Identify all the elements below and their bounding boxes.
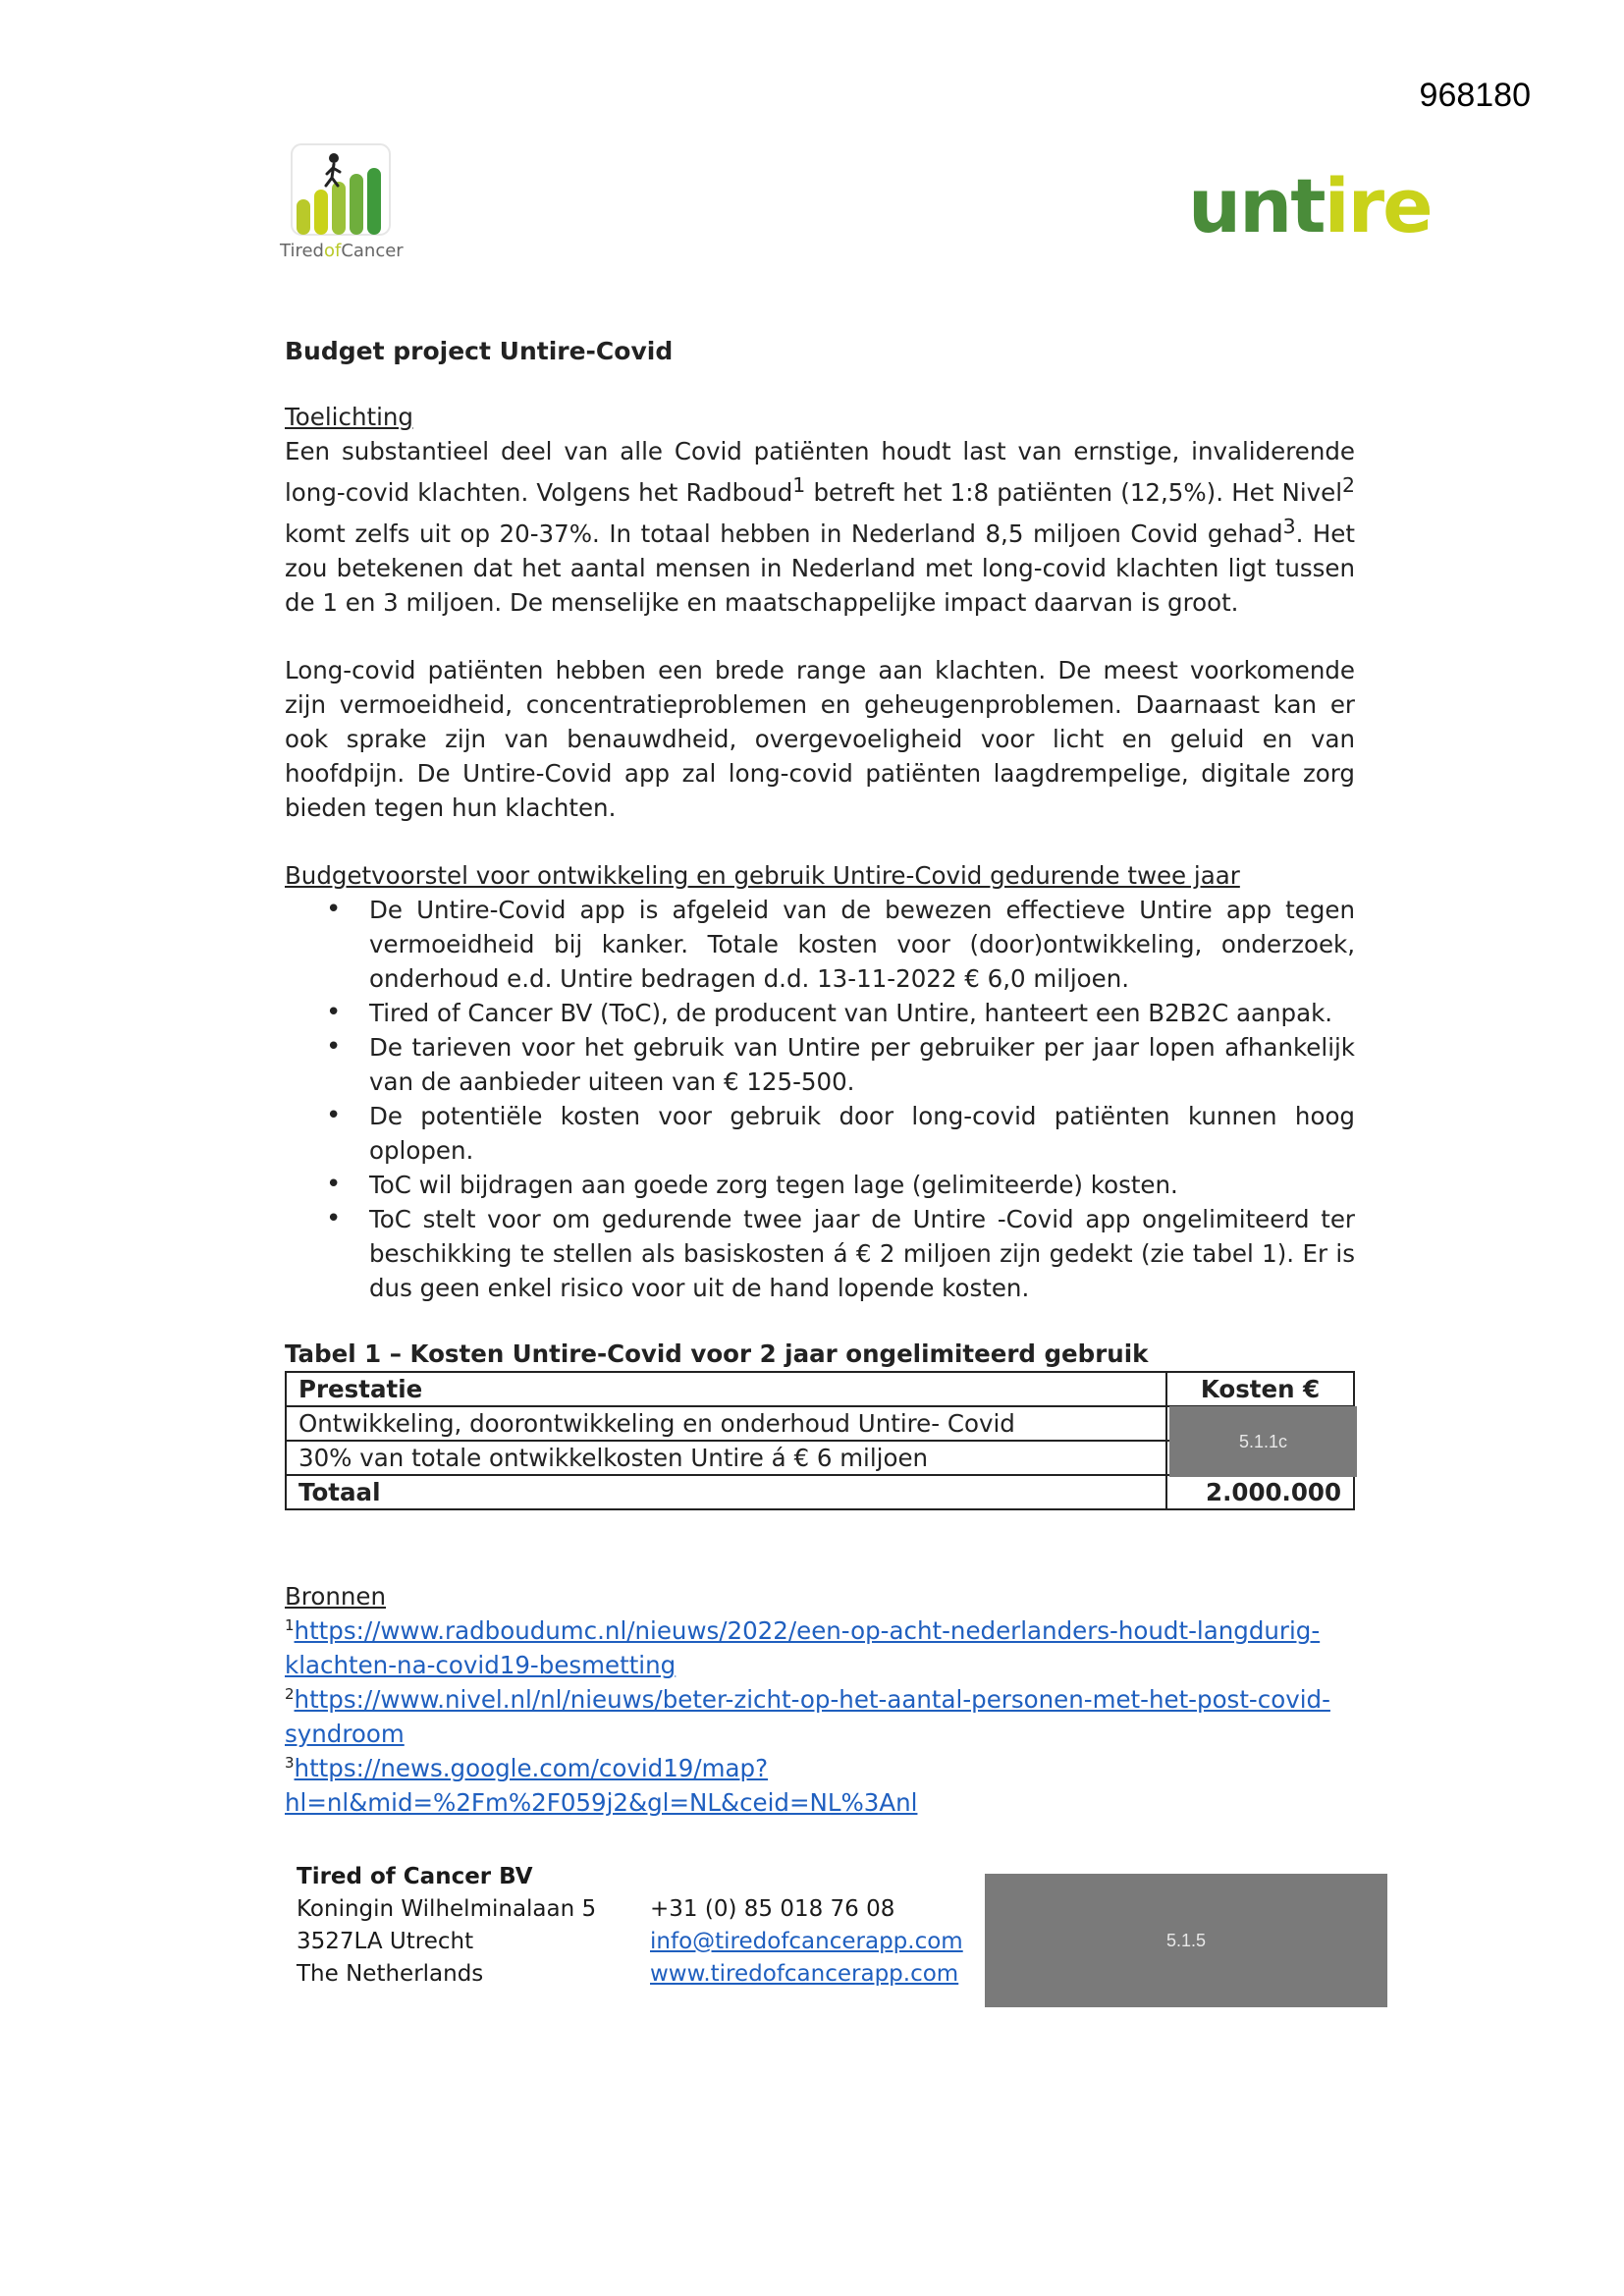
table-header-cell: Prestatie bbox=[286, 1372, 1166, 1406]
source-link[interactable]: https://www.radboudumc.nl/nieuws/2022/een-op-acht-nederlanders-houdt-langdurig-klachten-na-covid19-besmetting bbox=[285, 1616, 1321, 1680]
redaction-box: 5.1.1c bbox=[1169, 1406, 1357, 1477]
tired-of-cancer-logo-text: TiredofCancer bbox=[280, 241, 404, 261]
footer-address-line: The Netherlands bbox=[297, 1961, 484, 1987]
list-item: • De potentiële kosten voor gebruik door long-covid patiënten kunnen hoog oplopen. bbox=[369, 1099, 1355, 1168]
list-item: • ToC stelt voor om gedurende twee jaar de Untire -Covid app ongelimiteerd ter beschikking te stellen als basiskosten á € 2 miljoen zijn gedekt (zie tabel 1). Er is dus geen enkel risico voor uit de hand lopende kosten. bbox=[369, 1202, 1355, 1305]
untire-logo: untire bbox=[1188, 162, 1432, 249]
footer-address-line: 3527LA Utrecht bbox=[297, 1929, 474, 1954]
list-item: • Tired of Cancer BV (ToC), de producent van Untire, hanteert een B2B2C aanpak. bbox=[369, 996, 1355, 1030]
source-item: $^2$https://www.nivel.nl/nl/nieuws/beter-zicht-op-het-aantal-personen-met-het-post-covid-syndroom bbox=[285, 1685, 1330, 1749]
table-cell: Totaal bbox=[286, 1475, 1166, 1509]
tired-of-cancer-logo bbox=[277, 142, 414, 270]
footer-address bbox=[297, 1861, 596, 1991]
document-body bbox=[285, 334, 1355, 1820]
list-item: • De Untire-Covid app is afgeleid van de bewezen effectieve Untire app tegen vermoeidheid bij kanker. Totale kosten voor (door)ontwikkeling, onderzoek, onderhoud e.d. Untire bedragen d.d. 13-11-2022 € 6,0 miljoen. bbox=[369, 893, 1355, 996]
footer-company: Tired of Cancer BV bbox=[297, 1864, 533, 1889]
list-item: • De tarieven voor het gebruik van Untire per gebruiker per jaar lopen afhankelijk van de aanbieder uiteen van € 125-500. bbox=[369, 1030, 1355, 1099]
logo-bars-icon bbox=[277, 142, 414, 241]
section-heading-budget: Budgetvoorstel voor ontwikkeling en gebruik Untire-Covid gedurende twee jaar bbox=[285, 861, 1240, 891]
footer-redaction-box: 5.1.5 bbox=[985, 1874, 1387, 2007]
footer-address-line: Koningin Wilhelminalaan 5 bbox=[297, 1896, 597, 1922]
paragraph-intro: Een substantieel deel van alle Covid patiënten houdt last van ernstige, invaliderende long-covid klachten. Volgens het Radboud$^1$ betreft het 1:8 patiënten (12,5%). Het Nivel$^2$ komt zelfs uit op 20-37%. In totaal hebben in Nederland 8,5 miljoen Covid gehad$^3$. Het zou betekenen dat het aantal mensen in Nederland met long-covid klachten ligt tussen de 1 en 3 miljoen. De menselijke en maatschappelijke impact daarvan is groot. bbox=[285, 437, 1355, 618]
table-total-row bbox=[286, 1475, 1354, 1509]
cost-table-wrapper bbox=[285, 1371, 1355, 1510]
footer-website-link[interactable]: www.tiredofcancerapp.com bbox=[650, 1961, 959, 1987]
footer-contact bbox=[650, 1893, 963, 1991]
source-link[interactable]: https://news.google.com/covid19/map?hl=nl&mid=%2Fm%2F059j2&gl=NL&ceid=NL%3Anl bbox=[285, 1754, 918, 1818]
sources-section bbox=[285, 1579, 1355, 1820]
budget-bullet-list bbox=[285, 893, 1355, 1305]
section-heading-toelichting: Toelichting bbox=[285, 403, 413, 431]
table-cell: 30% van totale ontwikkelkosten Untire á € 6 miljoen bbox=[286, 1441, 1166, 1475]
document-id: 968180 bbox=[1419, 77, 1531, 114]
table-header-cell: Kosten € bbox=[1166, 1372, 1354, 1406]
table-header-row bbox=[286, 1372, 1354, 1406]
table-title: Tabel 1 – Kosten Untire-Covid voor 2 jaar ongelimiteerd gebruik bbox=[285, 1339, 1149, 1369]
source-item: $^1$https://www.radboudumc.nl/nieuws/2022/een-op-acht-nederlanders-houdt-langdurig-klachten-na-covid19-besmetting bbox=[285, 1616, 1321, 1680]
table-cell: Ontwikkeling, doorontwikkeling en onderhoud Untire- Covid bbox=[286, 1406, 1166, 1441]
paragraph-complaints: Long-covid patiënten hebben een brede range aan klachten. De meest voorkomende zijn vermoeidheid, concentratieproblemen en geheugenproblemen. Daarnaast kan er ook sprake zijn van benauwdheid, overgevoeligheid voor licht en geluid en van hoofdpijn. De Untire-Covid app zal long-covid patiënten laagdrempelige, digitale zorg bieden tegen hun klachten. bbox=[285, 656, 1355, 823]
source-item: $^3$https://news.google.com/covid19/map?hl=nl&mid=%2Fm%2F059j2&gl=NL&ceid=NL%3Anl bbox=[285, 1754, 918, 1818]
section-heading-sources: Bronnen bbox=[285, 1582, 386, 1612]
list-item: • ToC wil bijdragen aan goede zorg tegen lage (gelimiteerde) kosten. bbox=[369, 1168, 1355, 1202]
table-cell: 2.000.000 bbox=[1166, 1475, 1354, 1509]
document-title: Budget project Untire-Covid bbox=[285, 337, 674, 365]
source-link[interactable]: https://www.nivel.nl/nl/nieuws/beter-zicht-op-het-aantal-personen-met-het-post-covid-syndroom bbox=[285, 1685, 1330, 1749]
footer-phone: +31 (0) 85 018 76 08 bbox=[650, 1896, 895, 1922]
footer-email-link[interactable]: info@tiredofcancerapp.com bbox=[650, 1929, 963, 1954]
